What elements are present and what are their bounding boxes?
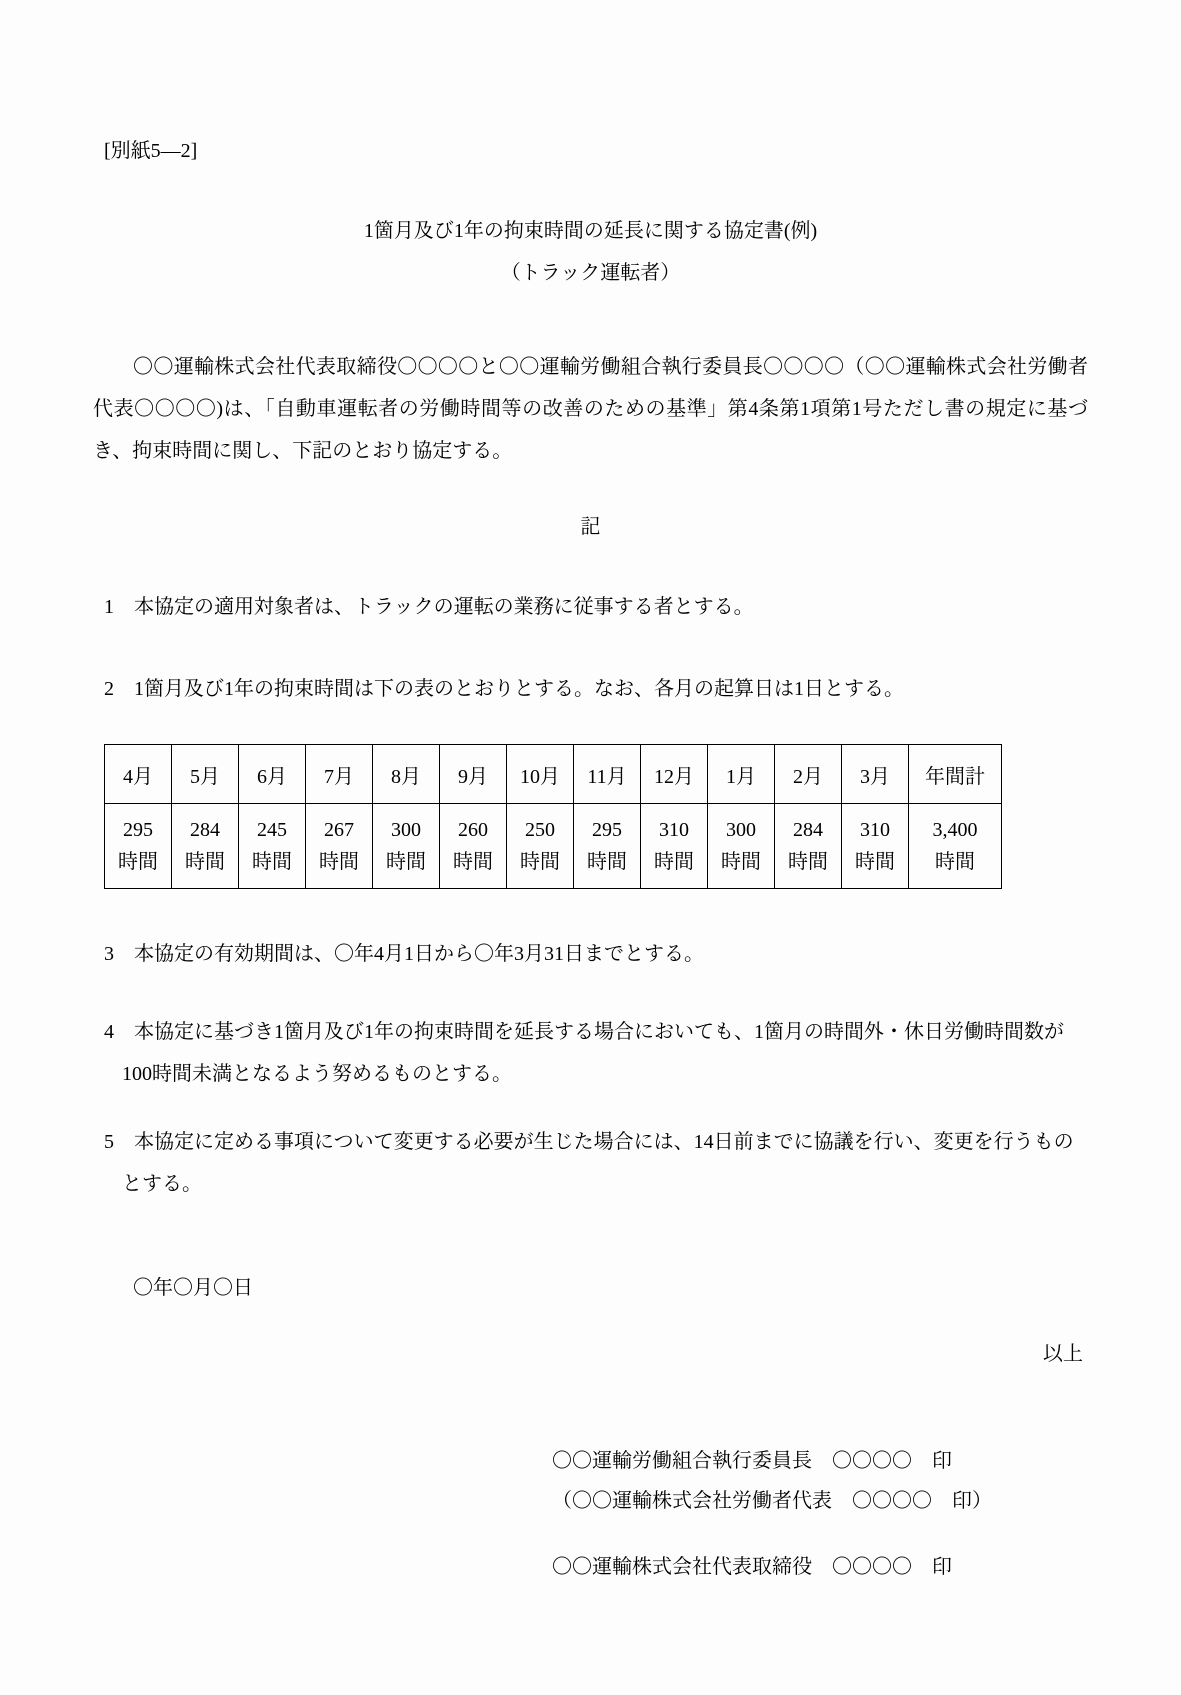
monthly-hours-cell bbox=[507, 804, 574, 889]
binding-hours-table bbox=[104, 744, 1002, 889]
clause-4: 4 本協定に基づき1箇月及び1年の拘束時間を延長する場合においても、1箇月の時間外・休日労働時間数が100時間未満となるよう努めるものとする。 bbox=[104, 1021, 1064, 1085]
intro-paragraph: 〇〇運輸株式会社代表取締役〇〇〇〇と〇〇運輸労働組合執行委員長〇〇〇〇（〇〇運輸株式会社労働者代表〇〇〇〇)は、「自動車運転者の労働時間等の改善のための基準」第4条第1項第1号ただし書の規定に基づき、拘束時間に関し、下記のとおり協定する。 bbox=[93, 356, 1088, 462]
hours-unit: 時間 bbox=[654, 851, 694, 873]
month-header-cell: 8月 bbox=[373, 745, 440, 804]
monthly-hours-cell bbox=[440, 804, 507, 889]
signature-union-chairman: 〇〇運輸労働組合執行委員長 〇〇〇〇 印 bbox=[552, 1450, 952, 1472]
document-title: 1箇月及び1年の拘束時間の延長に関する協定書(例) bbox=[363, 220, 818, 242]
monthly-hours-cell bbox=[574, 804, 641, 889]
hours-unit: 時間 bbox=[935, 851, 975, 873]
hours-value: 310 bbox=[659, 819, 689, 841]
month-header-cell: 9月 bbox=[440, 745, 507, 804]
hours-value: 260 bbox=[458, 819, 488, 841]
hours-unit: 時間 bbox=[721, 851, 761, 873]
hours-value: 295 bbox=[123, 819, 153, 841]
annual-total-header-cell: 年間計 bbox=[909, 745, 1002, 804]
month-header-cell: 10月 bbox=[507, 745, 574, 804]
signature-block bbox=[552, 1441, 1088, 1587]
hours-unit: 時間 bbox=[855, 851, 895, 873]
monthly-hours-cell bbox=[306, 804, 373, 889]
hours-unit: 時間 bbox=[788, 851, 828, 873]
monthly-hours-cell bbox=[708, 804, 775, 889]
hours-value: 300 bbox=[391, 819, 421, 841]
hours-value: 295 bbox=[592, 819, 622, 841]
month-header-cell: 5月 bbox=[172, 745, 239, 804]
signature-company-president: 〇〇運輸株式会社代表取締役 〇〇〇〇 印 bbox=[552, 1556, 952, 1578]
hours-value: 267 bbox=[324, 819, 354, 841]
hours-unit: 時間 bbox=[386, 851, 426, 873]
attachment-label: [別紙5—2] bbox=[104, 140, 198, 162]
date-line: 〇年〇月〇日 bbox=[133, 1277, 253, 1299]
hours-value: 310 bbox=[860, 819, 890, 841]
hours-value: 284 bbox=[190, 819, 220, 841]
clause-1: 1 本協定の適用対象者は、トラックの運転の業務に従事する者とする。 bbox=[104, 596, 754, 618]
table-value-row bbox=[105, 804, 1002, 889]
document-subtitle: （トラック運転者） bbox=[500, 262, 681, 284]
monthly-hours-cell bbox=[775, 804, 842, 889]
clause-5: 5 本協定に定める事項について変更する必要が生じた場合には、14日前までに協議を行い、変更を行うものとする。 bbox=[104, 1131, 1074, 1195]
closing-ijou: 以上 bbox=[1043, 1343, 1083, 1365]
month-header-cell: 3月 bbox=[842, 745, 909, 804]
clause-3: 3 本協定の有効期間は、〇年4月1日から〇年3月31日までとする。 bbox=[104, 943, 704, 965]
record-heading: 記 bbox=[580, 516, 601, 538]
hours-unit: 時間 bbox=[453, 851, 493, 873]
monthly-hours-cell bbox=[172, 804, 239, 889]
hours-value: 300 bbox=[726, 819, 756, 841]
annual-total-hours-cell bbox=[909, 804, 1002, 889]
hours-value: 284 bbox=[793, 819, 823, 841]
hours-unit: 時間 bbox=[587, 851, 627, 873]
monthly-hours-cell bbox=[641, 804, 708, 889]
monthly-hours-cell bbox=[239, 804, 306, 889]
month-header-cell: 11月 bbox=[574, 745, 641, 804]
hours-value: 245 bbox=[257, 819, 287, 841]
hours-value: 250 bbox=[525, 819, 555, 841]
hours-unit: 時間 bbox=[252, 851, 292, 873]
clause-2: 2 1箇月及び1年の拘束時間は下の表のとおりとする。なお、各月の起算日は1日とする。 bbox=[104, 678, 904, 700]
table-header-row bbox=[105, 745, 1002, 804]
monthly-hours-cell bbox=[842, 804, 909, 889]
hours-value: 3,400 bbox=[932, 819, 978, 841]
month-header-cell: 7月 bbox=[306, 745, 373, 804]
hours-unit: 時間 bbox=[319, 851, 359, 873]
month-header-cell: 6月 bbox=[239, 745, 306, 804]
signature-worker-representative: （〇〇運輸株式会社労働者代表 〇〇〇〇 印） bbox=[552, 1490, 992, 1512]
monthly-hours-cell bbox=[105, 804, 172, 889]
hours-unit: 時間 bbox=[185, 851, 225, 873]
month-header-cell: 2月 bbox=[775, 745, 842, 804]
monthly-hours-cell bbox=[373, 804, 440, 889]
month-header-cell: 1月 bbox=[708, 745, 775, 804]
hours-unit: 時間 bbox=[118, 851, 158, 873]
month-header-cell: 12月 bbox=[641, 745, 708, 804]
month-header-cell: 4月 bbox=[105, 745, 172, 804]
hours-unit: 時間 bbox=[520, 851, 560, 873]
